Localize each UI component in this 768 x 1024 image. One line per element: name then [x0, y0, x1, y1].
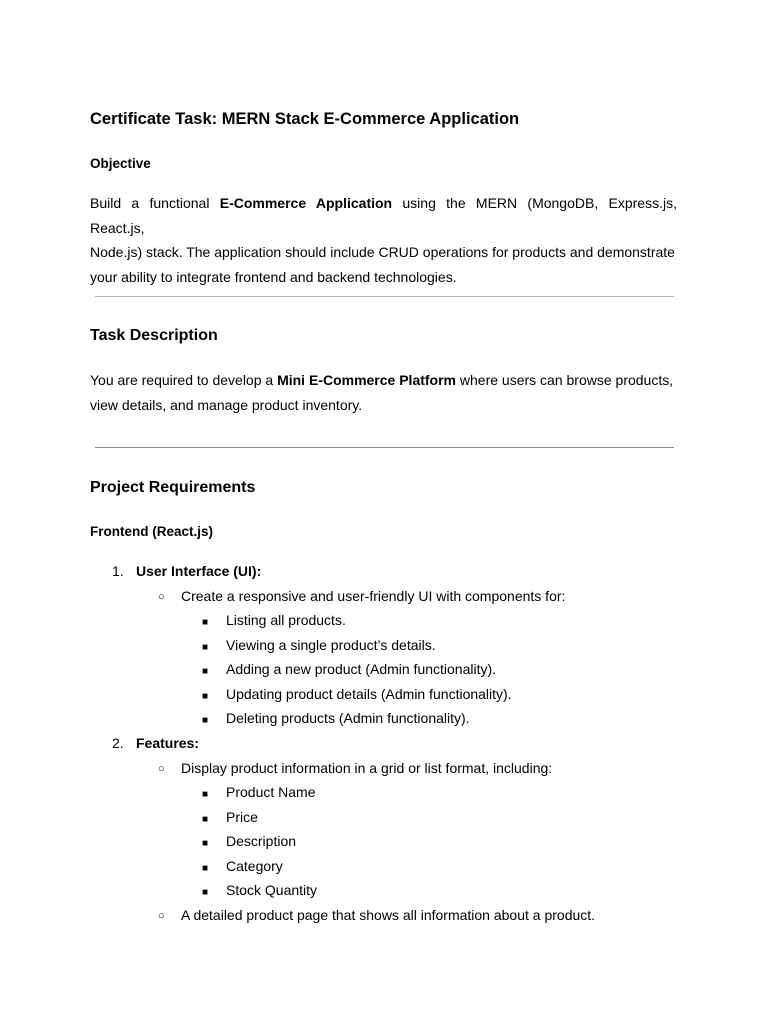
task-line-2: view details, and manage product inventory.: [90, 396, 363, 413]
list-item: Stock Quantity: [226, 882, 318, 898]
frontend-heading: Frontend (React.js): [90, 524, 214, 539]
task-text-pre: You are required to develop a: [90, 372, 278, 388]
list-item: Deleting products (Admin functionality).: [226, 710, 470, 726]
square-bullet-icon: ■: [202, 691, 209, 702]
objective-heading: Objective: [90, 156, 151, 171]
list-item: Product Name: [226, 784, 316, 800]
list-item: Listing all products.: [226, 612, 346, 628]
list-item-features-sub: Display product information in a grid or list format, including:: [181, 760, 553, 776]
list-item: Adding a new product (Admin functionality).: [226, 661, 497, 677]
list-item-features-label: Features:: [136, 735, 200, 751]
list-item-ui-label: User Interface (UI):: [136, 563, 262, 579]
task-description-heading: Task Description: [90, 327, 218, 344]
square-bullet-icon: ■: [202, 814, 209, 825]
square-bullet-icon: ■: [202, 789, 209, 800]
objective-line-1: [90, 191, 677, 240]
square-bullet-icon: ■: [202, 863, 209, 874]
horizontal-divider-1: [95, 296, 674, 297]
task-text-bold: Mini E-Commerce Platform: [277, 372, 457, 388]
task-text-post: where users can browse products,: [456, 372, 674, 388]
horizontal-divider-2: [95, 447, 674, 448]
objective-text-pre: Build a functional: [90, 195, 220, 211]
objective-line-2: Node.js) stack. The application should include CRUD operations for products and demonstrate: [90, 244, 675, 260]
objective-text-post: using the MERN (MongoDB, Express.js, React.js,: [90, 195, 677, 236]
list-item: Viewing a single product’s details.: [226, 637, 436, 653]
list-number-1: 1.: [112, 563, 124, 579]
list-item: Description: [226, 833, 297, 849]
circle-bullet-icon: ○: [158, 910, 165, 922]
square-bullet-icon: ■: [202, 715, 209, 726]
list-item-features-sub-2: A detailed product page that shows all information about a product.: [181, 907, 596, 923]
circle-bullet-icon: ○: [158, 763, 165, 775]
list-number-2: 2.: [112, 735, 124, 751]
document-title: Certificate Task: MERN Stack E-Commerce Application: [90, 110, 520, 128]
list-item: Updating product details (Admin functionality).: [226, 686, 512, 702]
objective-text-bold: E-Commerce Application: [219, 195, 393, 211]
task-line-1: [90, 368, 677, 393]
square-bullet-icon: ■: [202, 666, 209, 677]
task-description-paragraph: [90, 368, 677, 417]
objective-line-3: your ability to integrate frontend and backend technologies.: [90, 268, 457, 285]
list-item: Category: [226, 858, 283, 874]
square-bullet-icon: ■: [202, 887, 209, 898]
square-bullet-icon: ■: [202, 642, 209, 653]
square-bullet-icon: ■: [202, 838, 209, 849]
project-requirements-heading: Project Requirements: [90, 479, 256, 496]
square-bullet-icon: ■: [202, 617, 209, 628]
circle-bullet-icon: ○: [158, 591, 165, 603]
list-item-ui-sub: Create a responsive and user-friendly UI with components for:: [181, 588, 566, 604]
list-item: Price: [226, 809, 258, 825]
objective-paragraph: [90, 191, 677, 289]
